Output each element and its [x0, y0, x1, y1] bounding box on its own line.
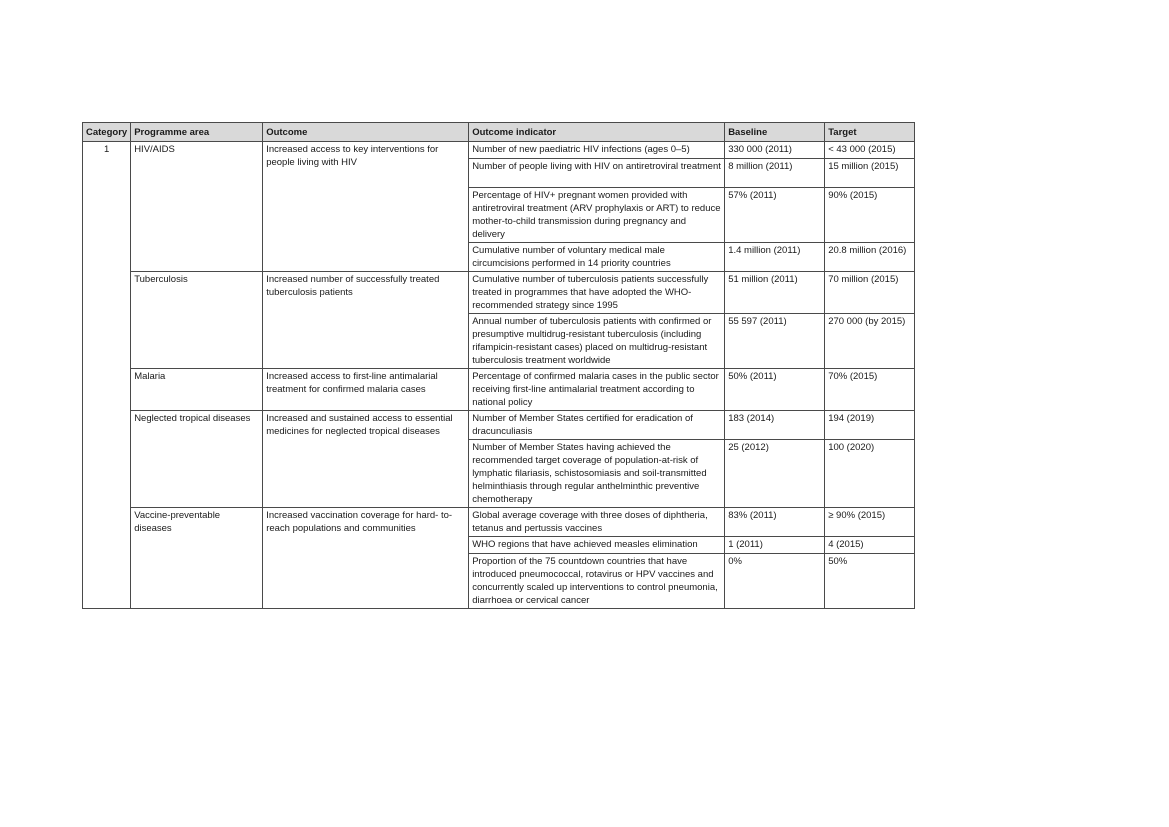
table-row: [83, 411, 915, 440]
baseline-cell: 50% (2011): [725, 369, 825, 411]
programme-outcomes-table: [82, 122, 915, 609]
header-row: [83, 123, 915, 142]
target-cell: ≥ 90% (2015): [825, 508, 915, 537]
indicator-cell: Proportion of the 75 countdown countries that have introduced pneumococcal, rotavirus or HPV vaccines and concurrently scaled up interventions to control pneumonia, diarrhoea or cervical cancer: [469, 554, 725, 609]
outcome-cell: Increased access to key interventions for people living with HIV: [263, 142, 469, 272]
indicator-cell: Number of Member States certified for eradication of dracunculiasis: [469, 411, 725, 440]
baseline-cell: 55 597 (2011): [725, 314, 825, 369]
outcome-cell: Increased vaccination coverage for hard- to-reach populations and communities: [263, 508, 469, 609]
indicator-cell: Cumulative number of voluntary medical male circumcisions performed in 14 priority countries: [469, 243, 725, 272]
target-cell: < 43 000 (2015): [825, 142, 915, 159]
table-row: [83, 272, 915, 314]
target-cell: 4 (2015): [825, 537, 915, 554]
category-cell: 1: [83, 142, 131, 609]
indicator-cell: Number of Member States having achieved the recommended target coverage of population-at-risk of lymphatic filariasis, schistosomiasis and soil-transmitted helminthiasis through regular anthelminthic preventive chemotherapy: [469, 440, 725, 508]
baseline-cell: 1 (2011): [725, 537, 825, 554]
outcome-cell: Increased and sustained access to essential medicines for neglected tropical diseases: [263, 411, 469, 508]
programme-area-cell: HIV/AIDS: [131, 142, 263, 272]
indicator-cell: Global average coverage with three doses of diphtheria, tetanus and pertussis vaccines: [469, 508, 725, 537]
baseline-cell: 0%: [725, 554, 825, 609]
target-cell: 194 (2019): [825, 411, 915, 440]
header-outcome-indicator: Outcome indicator: [469, 123, 725, 142]
table-row: [83, 369, 915, 411]
baseline-cell: 330 000 (2011): [725, 142, 825, 159]
target-cell: 70 million (2015): [825, 272, 915, 314]
baseline-cell: 57% (2011): [725, 188, 825, 243]
table-row: [83, 142, 915, 159]
table-row: [83, 508, 915, 537]
indicator-cell: Number of people living with HIV on antiretroviral treatment: [469, 159, 725, 188]
target-cell: 15 million (2015): [825, 159, 915, 188]
target-cell: 100 (2020): [825, 440, 915, 508]
programme-area-cell: Vaccine-preventable diseases: [131, 508, 263, 609]
header-baseline: Baseline: [725, 123, 825, 142]
target-cell: 70% (2015): [825, 369, 915, 411]
target-cell: 20.8 million (2016): [825, 243, 915, 272]
indicator-cell: Percentage of confirmed malaria cases in the public sector receiving first-line antimalarial treatment according to national policy: [469, 369, 725, 411]
outcome-cell: Increased access to first-line antimalarial treatment for confirmed malaria cases: [263, 369, 469, 411]
indicator-cell: Percentage of HIV+ pregnant women provided with antiretroviral treatment (ARV prophylaxis or ART) to reduce mother-to-child transmission during pregnancy and delivery: [469, 188, 725, 243]
header-outcome: Outcome: [263, 123, 469, 142]
baseline-cell: 8 million (2011): [725, 159, 825, 188]
header-target: Target: [825, 123, 915, 142]
baseline-cell: 83% (2011): [725, 508, 825, 537]
outcome-cell: Increased number of successfully treated tuberculosis patients: [263, 272, 469, 369]
baseline-cell: 51 million (2011): [725, 272, 825, 314]
target-cell: 50%: [825, 554, 915, 609]
indicator-cell: Annual number of tuberculosis patients with confirmed or presumptive multidrug-resistant tuberculosis (including rifampicin-resistant cases) placed on multidrug-resistant tuberculosis treatment worldwide: [469, 314, 725, 369]
programme-area-cell: Malaria: [131, 369, 263, 411]
programme-area-cell: Neglected tropical diseases: [131, 411, 263, 508]
indicator-cell: Cumulative number of tuberculosis patients successfully treated in programmes that have adopted the WHO-recommended strategy since 1995: [469, 272, 725, 314]
header-category: Category: [83, 123, 131, 142]
indicator-cell: WHO regions that have achieved measles elimination: [469, 537, 725, 554]
header-programme-area: Programme area: [131, 123, 263, 142]
indicator-cell: Number of new paediatric HIV infections (ages 0–5): [469, 142, 725, 159]
target-cell: 90% (2015): [825, 188, 915, 243]
programme-area-cell: Tuberculosis: [131, 272, 263, 369]
baseline-cell: 1.4 million (2011): [725, 243, 825, 272]
baseline-cell: 183 (2014): [725, 411, 825, 440]
baseline-cell: 25 (2012): [725, 440, 825, 508]
target-cell: 270 000 (by 2015): [825, 314, 915, 369]
